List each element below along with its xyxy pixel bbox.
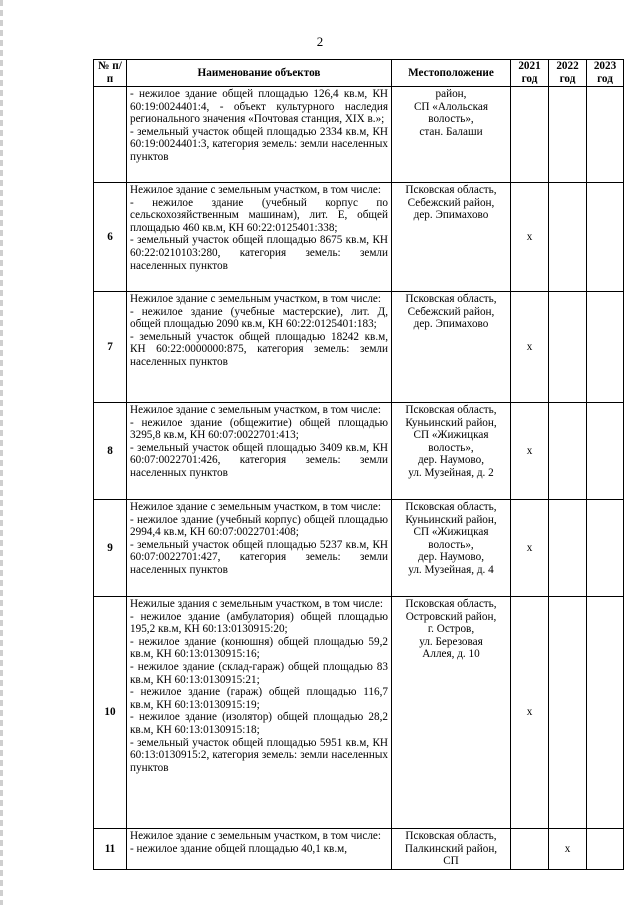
- mark-2021: [511, 829, 549, 870]
- table-row: [94, 183, 624, 292]
- location-line: стан. Балаши: [419, 125, 483, 138]
- mark-2022: [549, 292, 587, 403]
- description-line: Нежилое здание с земельным участком, в том числе:: [130, 184, 381, 196]
- mark-2021: х: [511, 597, 549, 829]
- row-number: 7: [94, 292, 127, 403]
- location-line: СП «Жижицкая волость»,: [413, 429, 489, 454]
- location-line: Псковская область,: [405, 184, 497, 196]
- mark-2021: х: [511, 292, 549, 403]
- row-number: 9: [94, 500, 127, 597]
- mark-2023: [587, 403, 624, 500]
- header-2022: 2022 год: [549, 60, 587, 87]
- object-location: [392, 87, 511, 183]
- object-location: [392, 183, 511, 292]
- description-line: - земельный участок общей площадью 2334 кв.м, КН 60:19:0024401:3, категория земель: земли населенных пунктов: [130, 125, 388, 163]
- objects-table: [93, 59, 624, 870]
- location-line: ул. Музейная, д. 2: [408, 466, 494, 479]
- mark-2023: [587, 597, 624, 829]
- location-line: ул. Музейная, д. 4: [408, 563, 494, 576]
- description-line: - нежилое здание (склад-гараж) общей площадью 83 кв.м, КН 60:13:0130915:21;: [130, 660, 388, 686]
- location-line: СП «Алольская волость»,: [413, 100, 489, 126]
- location-line: Псковская область,: [405, 830, 497, 842]
- object-description: [127, 829, 392, 870]
- header-num: № п/п: [94, 60, 127, 87]
- header-location: Местоположение: [392, 60, 511, 87]
- description-line: - земельный участок общей площадью 18242 кв.м, КН 60:22:0000000:875, категория земель: земли населенных пунктов: [130, 330, 388, 368]
- location-line: СП «Жижицкая волость»,: [413, 526, 489, 551]
- location-line: дер. Наумово,: [417, 551, 485, 564]
- description-line: - земельный участок общей площадью 3409 кв.м, КН 60:07:0022701:426, категория земель: земли населенных пунктов: [130, 441, 388, 479]
- mark-2021: х: [511, 403, 549, 500]
- header-name: Наименование объектов: [127, 60, 392, 87]
- mark-2022: х: [549, 829, 587, 870]
- location-line: ул. Березовая: [419, 635, 483, 648]
- mark-2022: [549, 597, 587, 829]
- table-row: [94, 403, 624, 500]
- object-location: [392, 500, 511, 597]
- location-line: СП: [443, 855, 459, 868]
- row-number: 11: [94, 829, 127, 870]
- mark-2021: х: [511, 500, 549, 597]
- location-line: Псковская область,: [405, 598, 497, 610]
- table-header-row: [94, 60, 624, 87]
- object-description: [127, 500, 392, 597]
- location-line: дер. Наумово,: [417, 454, 485, 467]
- mark-2021: х: [511, 183, 549, 292]
- description-line: Нежилое здание с земельным участком, в том числе:: [130, 404, 381, 416]
- location-line: Себежский район,: [407, 196, 495, 209]
- mark-2022: [549, 500, 587, 597]
- location-line: Куньинский район,: [405, 513, 497, 526]
- object-location: [392, 403, 511, 500]
- mark-2023: [587, 292, 624, 403]
- description-line: Нежилое здание с земельным участком, в том числе:: [130, 501, 381, 513]
- object-description: [127, 87, 392, 183]
- table-row: [94, 292, 624, 403]
- mark-2022: [549, 403, 587, 500]
- description-line: - нежилое здание (амбулатория) общей площадью 195,2 кв.м, КН 60:13:0130915:20;: [130, 610, 388, 636]
- table-row: [94, 829, 624, 870]
- description-line: Нежилое здание с земельным участком, в том числе:: [130, 830, 381, 842]
- row-number: [94, 87, 127, 183]
- object-description: [127, 183, 392, 292]
- table-row: [94, 87, 624, 183]
- description-line: - нежилое здание (общежитие) общей площадью 3295,8 кв.м, КН 60:07:0022701:413;: [130, 416, 388, 442]
- row-number: 6: [94, 183, 127, 292]
- page-number: 2: [316, 34, 324, 49]
- location-line: район,: [435, 88, 467, 100]
- description-line: - земельный участок общей площадью 8675 кв.м, КН 60:22:0210103:280, категория земель: земли населенных пунктов: [130, 234, 388, 272]
- mark-2023: [587, 183, 624, 292]
- description-line: - земельный участок общей площадью 5237 кв.м, КН 60:07:0022701:427, категория земель: земли населенных пунктов: [130, 538, 388, 576]
- mark-2022: [549, 183, 587, 292]
- mark-2023: [587, 829, 624, 870]
- header-2023: 2023 год: [587, 60, 624, 87]
- location-line: Куньинский район,: [405, 416, 497, 429]
- location-line: Себежский район,: [407, 305, 495, 318]
- description-line: - земельный участок общей площадью 5951 кв.м, КН 60:13:0130915:2, категория земель: земли населенных пунктов: [130, 736, 388, 774]
- object-location: [392, 829, 511, 870]
- location-line: Островский район,: [405, 610, 497, 623]
- mark-2022: [549, 87, 587, 183]
- table-row: [94, 597, 624, 829]
- description-line: - нежилое здание (конюшня) общей площадью 59,2 кв.м, КН 60:13:0130915:16;: [130, 635, 388, 661]
- scan-edge: [0, 0, 3, 905]
- object-location: [392, 292, 511, 403]
- table-row: [94, 500, 624, 597]
- row-number: 8: [94, 403, 127, 500]
- location-line: дер. Эпимахово: [413, 209, 489, 222]
- description-line: Нежилое здание с земельным участком, в том числе:: [130, 293, 381, 305]
- location-line: г. Остров,: [427, 623, 475, 636]
- mark-2023: [587, 500, 624, 597]
- description-line: - нежилое здание (учебные мастерские), лит. Д, общей площадью 2090 кв.м, КН 60:22:0125401:183;: [130, 305, 388, 331]
- description-line: - нежилое здание (изолятор) общей площадью 28,2 кв.м, КН 60:13:0130915:18;: [130, 711, 388, 736]
- location-line: Псковская область,: [405, 404, 497, 416]
- object-location: [392, 597, 511, 829]
- location-line: Аллея, д. 10: [422, 648, 480, 661]
- object-description: [127, 292, 392, 403]
- object-description: [127, 403, 392, 500]
- description-line: - нежилое здание общей площадью 40,1 кв.м,: [130, 842, 347, 855]
- object-description: [127, 597, 392, 829]
- description-line: Нежилые здания с земельным участком, в том числе:: [130, 598, 383, 610]
- location-line: дер. Эпимахово: [413, 318, 489, 331]
- location-line: Псковская область,: [405, 293, 497, 305]
- description-line: - нежилое здание (учебный корпус по сельскохозяйственным машинам), лит. Е, общей площадью 460 кв.м, КН 60:22:0125401:338;: [130, 196, 388, 234]
- location-line: Псковская область,: [405, 501, 497, 513]
- description-line: - нежилое здание (гараж) общей площадью 116,7 кв.м, КН 60:13:0130915:19;: [130, 686, 388, 711]
- header-2021: 2021 год: [511, 60, 549, 87]
- description-line: - нежилое здание (учебный корпус) общей площадью 2994,4 кв.м, КН 60:07:0022701:408;: [130, 513, 388, 539]
- description-line: - нежилое здание общей площадью 126,4 кв.м, КН 60:19:0024401:4, - объект культурного наследия регионального значения «Почтовая станция, XIX в.»;: [130, 88, 388, 126]
- row-number: 10: [94, 597, 127, 829]
- mark-2021: [511, 87, 549, 183]
- mark-2023: [587, 87, 624, 183]
- location-line: Палкинский район,: [404, 842, 498, 855]
